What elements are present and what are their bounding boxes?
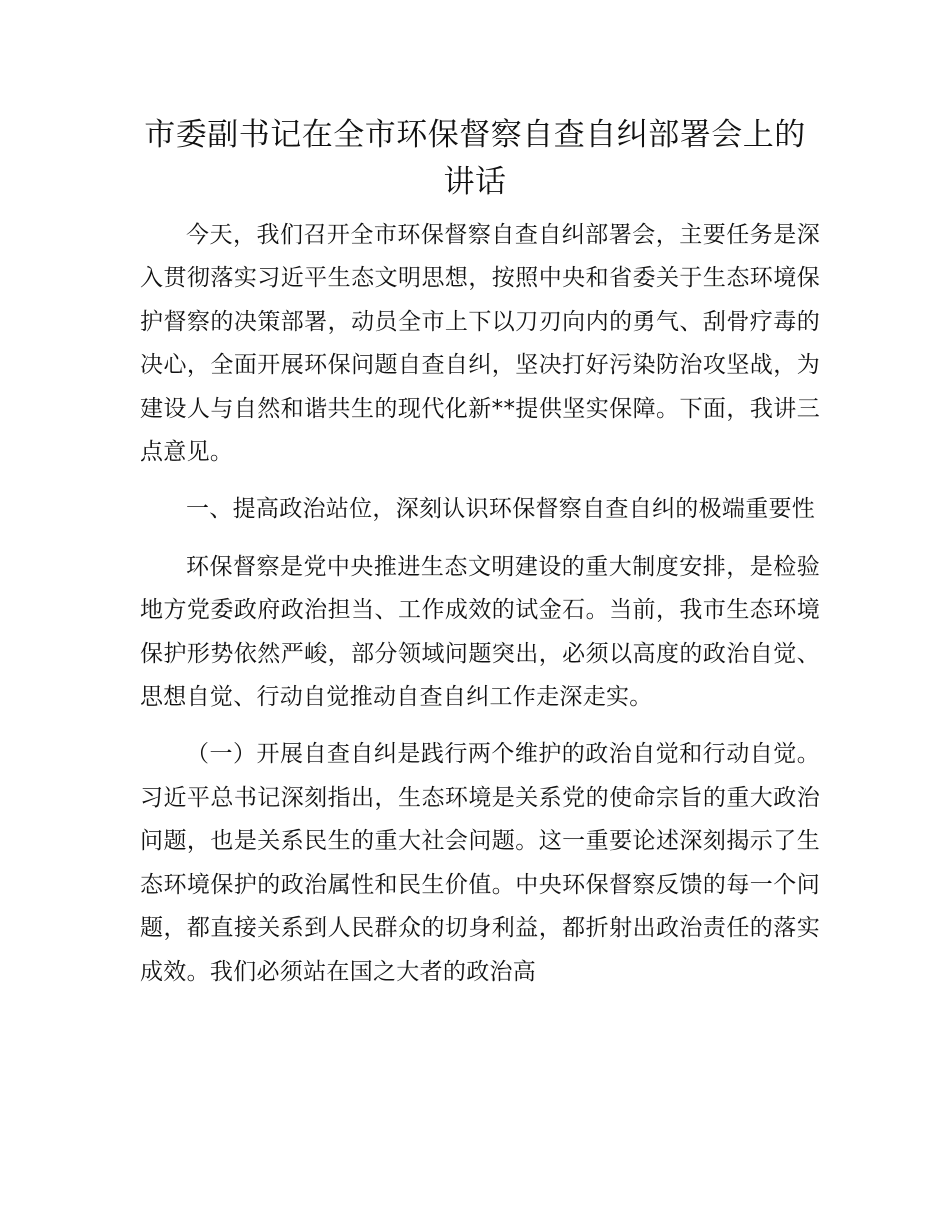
document-body — [140, 214, 820, 1008]
document-title: 市委副书记在全市环保督察自查自纠部署会上的讲话 — [144, 117, 806, 200]
section-heading-1: 一、提高政治站位，深刻认识环保督察自查自纠的极端重要性 — [186, 496, 816, 523]
subsection-1-paragraph: （一）开展自查自纠是践行两个维护的政治自觉和行动自觉。习近平总书记深刻指出，生态环境是关系党的使命宗旨的重大政治问题，也是关系民生的重大社会问题。这一重要论述深刻揭示了生态环境保护的政治属性和民生价值。中央环保督察反馈的每一个问题，都直接关系到人民群众的切身利益，都折射出政治责任的落实成效。我们必须站在国之大者的政治高 — [140, 741, 820, 985]
section-1-paragraph: 环保督察是党中央推进生态文明建设的重大制度安排，是检验地方党委政府政治担当、工作成效的试金石。当前，我市生态环境保护形势依然严峻，部分领域问题突出，必须以高度的政治自觉、思想自觉、行动自觉推动自查自纠工作走深走实。 — [140, 553, 820, 711]
intro-paragraph: 今天，我们召开全市环保督察自查自纠部署会，主要任务是深入贯彻落实习近平生态文明思想，按照中央和省委关于生态环境保护督察的决策部署，动员全市上下以刀刃向内的勇气、刮骨疗毒的决心，全面开展环保问题自查自纠，坚决打好污染防治攻坚战，为建设人与自然和谐共生的现代化新**提供坚实保障。下面，我讲三点意见。 — [140, 222, 820, 466]
